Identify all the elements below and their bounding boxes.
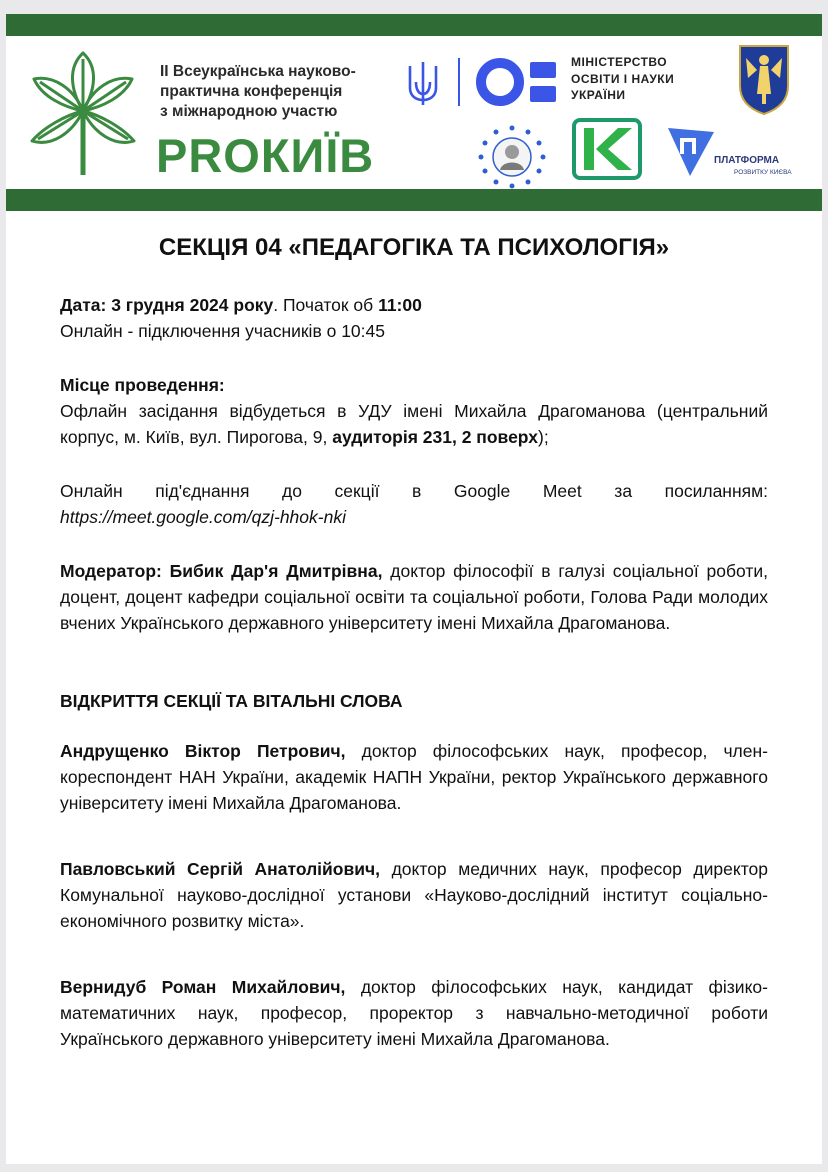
opening-heading <box>60 688 768 714</box>
venue-block <box>60 372 768 450</box>
date-block <box>60 292 768 344</box>
platform-subtitle: РОЗВИТКУ КИЄВА <box>734 169 792 176</box>
header-bottom-bar <box>6 189 822 211</box>
speaker-name: Андрущенко Віктор Петрович, <box>60 741 346 761</box>
conference-line: практична конференція <box>160 83 343 100</box>
brand-name: PROКИЇВ <box>156 129 375 182</box>
document-page <box>6 14 822 1164</box>
trident-icon <box>406 60 440 106</box>
conference-description <box>160 62 400 122</box>
platform-logo-icon <box>666 122 716 178</box>
venue-text <box>60 398 768 450</box>
kyiv-k-logo-icon <box>572 118 642 180</box>
speaker-details: доктор медичних наук, професор директор Комунальної науково-дослідної установи «Науково-дослідний інститут соціально-економічного розвитку міста». <box>60 859 769 931</box>
platform-name: ПЛАТФОРМА <box>714 155 780 166</box>
online-connect-line: Онлайн - підключення учасників о 10:45 <box>60 321 385 341</box>
meet-link[interactable]: https://meet.google.com/qzj-hhok-nki <box>60 507 346 527</box>
ministry-line: ОСВІТИ І НАУКИ <box>571 71 675 86</box>
conference-line: з міжнародною участю <box>160 103 338 120</box>
chestnut-leaf-icon <box>24 49 142 179</box>
venue-room: аудиторія 231, 2 поверх <box>332 427 538 447</box>
ministry-line: МІНІСТЕРСТВО <box>571 55 668 69</box>
online-block <box>60 478 768 530</box>
speaker-item <box>60 856 768 934</box>
speaker-name: Павловський Сергій Анатолійович, <box>60 859 381 879</box>
online-text: Онлайн під'єднання до секції в Google Meet за посиланням: <box>60 481 768 501</box>
ministry-logo-icon <box>472 56 564 108</box>
kyiv-coat-of-arms-icon <box>738 44 790 116</box>
divider <box>458 58 460 106</box>
speaker-item <box>60 738 768 816</box>
section-title: СЕКЦІЯ 04 «ПЕДАГОГІКА ТА ПСИХОЛОГІЯ» <box>158 234 670 261</box>
moderator-details: доктор філософії в галузі соціальної роботи, доцент, доцент кафедри соціальної освіти та соціальної роботи, Голова Ради молодих вчених Українського державного університету імені Михайла Драгоманова. <box>60 561 769 633</box>
moderator-name: Модератор: Бибик Дар'я Дмитрівна, <box>60 561 383 581</box>
speaker-name: Вернидуб Роман Михайлович, <box>60 977 346 997</box>
start-time: 11:00 <box>378 295 422 315</box>
venue-address: Офлайн засідання відбудеться в УДУ імені Михайла Драгоманова (центральний корпус, м. Київ, вул. Пирогова, 9, <box>60 401 768 447</box>
speaker-item <box>60 974 768 1052</box>
ministry-line: УКРАЇНИ <box>571 88 626 102</box>
venue-label: Місце проведення: <box>60 375 225 395</box>
university-emblem-icon <box>472 122 552 192</box>
speaker-details: доктор філософських наук, кандидат фізико-математичних наук, професор, проректор з навчально-методичної роботи Українського державного університету імені Михайла Драгоманова. <box>60 977 768 1049</box>
venue-suffix: ); <box>538 427 549 447</box>
speaker-details: доктор філософських наук, професор, член-кореспондент НАН України, академік НАПН України, ректор Українського державного університету імені Михайла Драгоманова. <box>60 741 768 813</box>
date-label: Дата: 3 грудня 2024 року <box>60 295 274 315</box>
moderator-block <box>60 558 768 636</box>
header-top-bar <box>6 14 822 36</box>
start-prefix: . Початок об <box>273 295 379 315</box>
opening-heading-text: ВІДКРИТТЯ СЕКЦІЇ ТА ВІТАЛЬНІ СЛОВА <box>60 691 403 711</box>
conference-line: ІІ Всеукраїнська науково- <box>160 63 356 80</box>
date-line <box>60 292 768 318</box>
ministry-name <box>571 54 711 104</box>
